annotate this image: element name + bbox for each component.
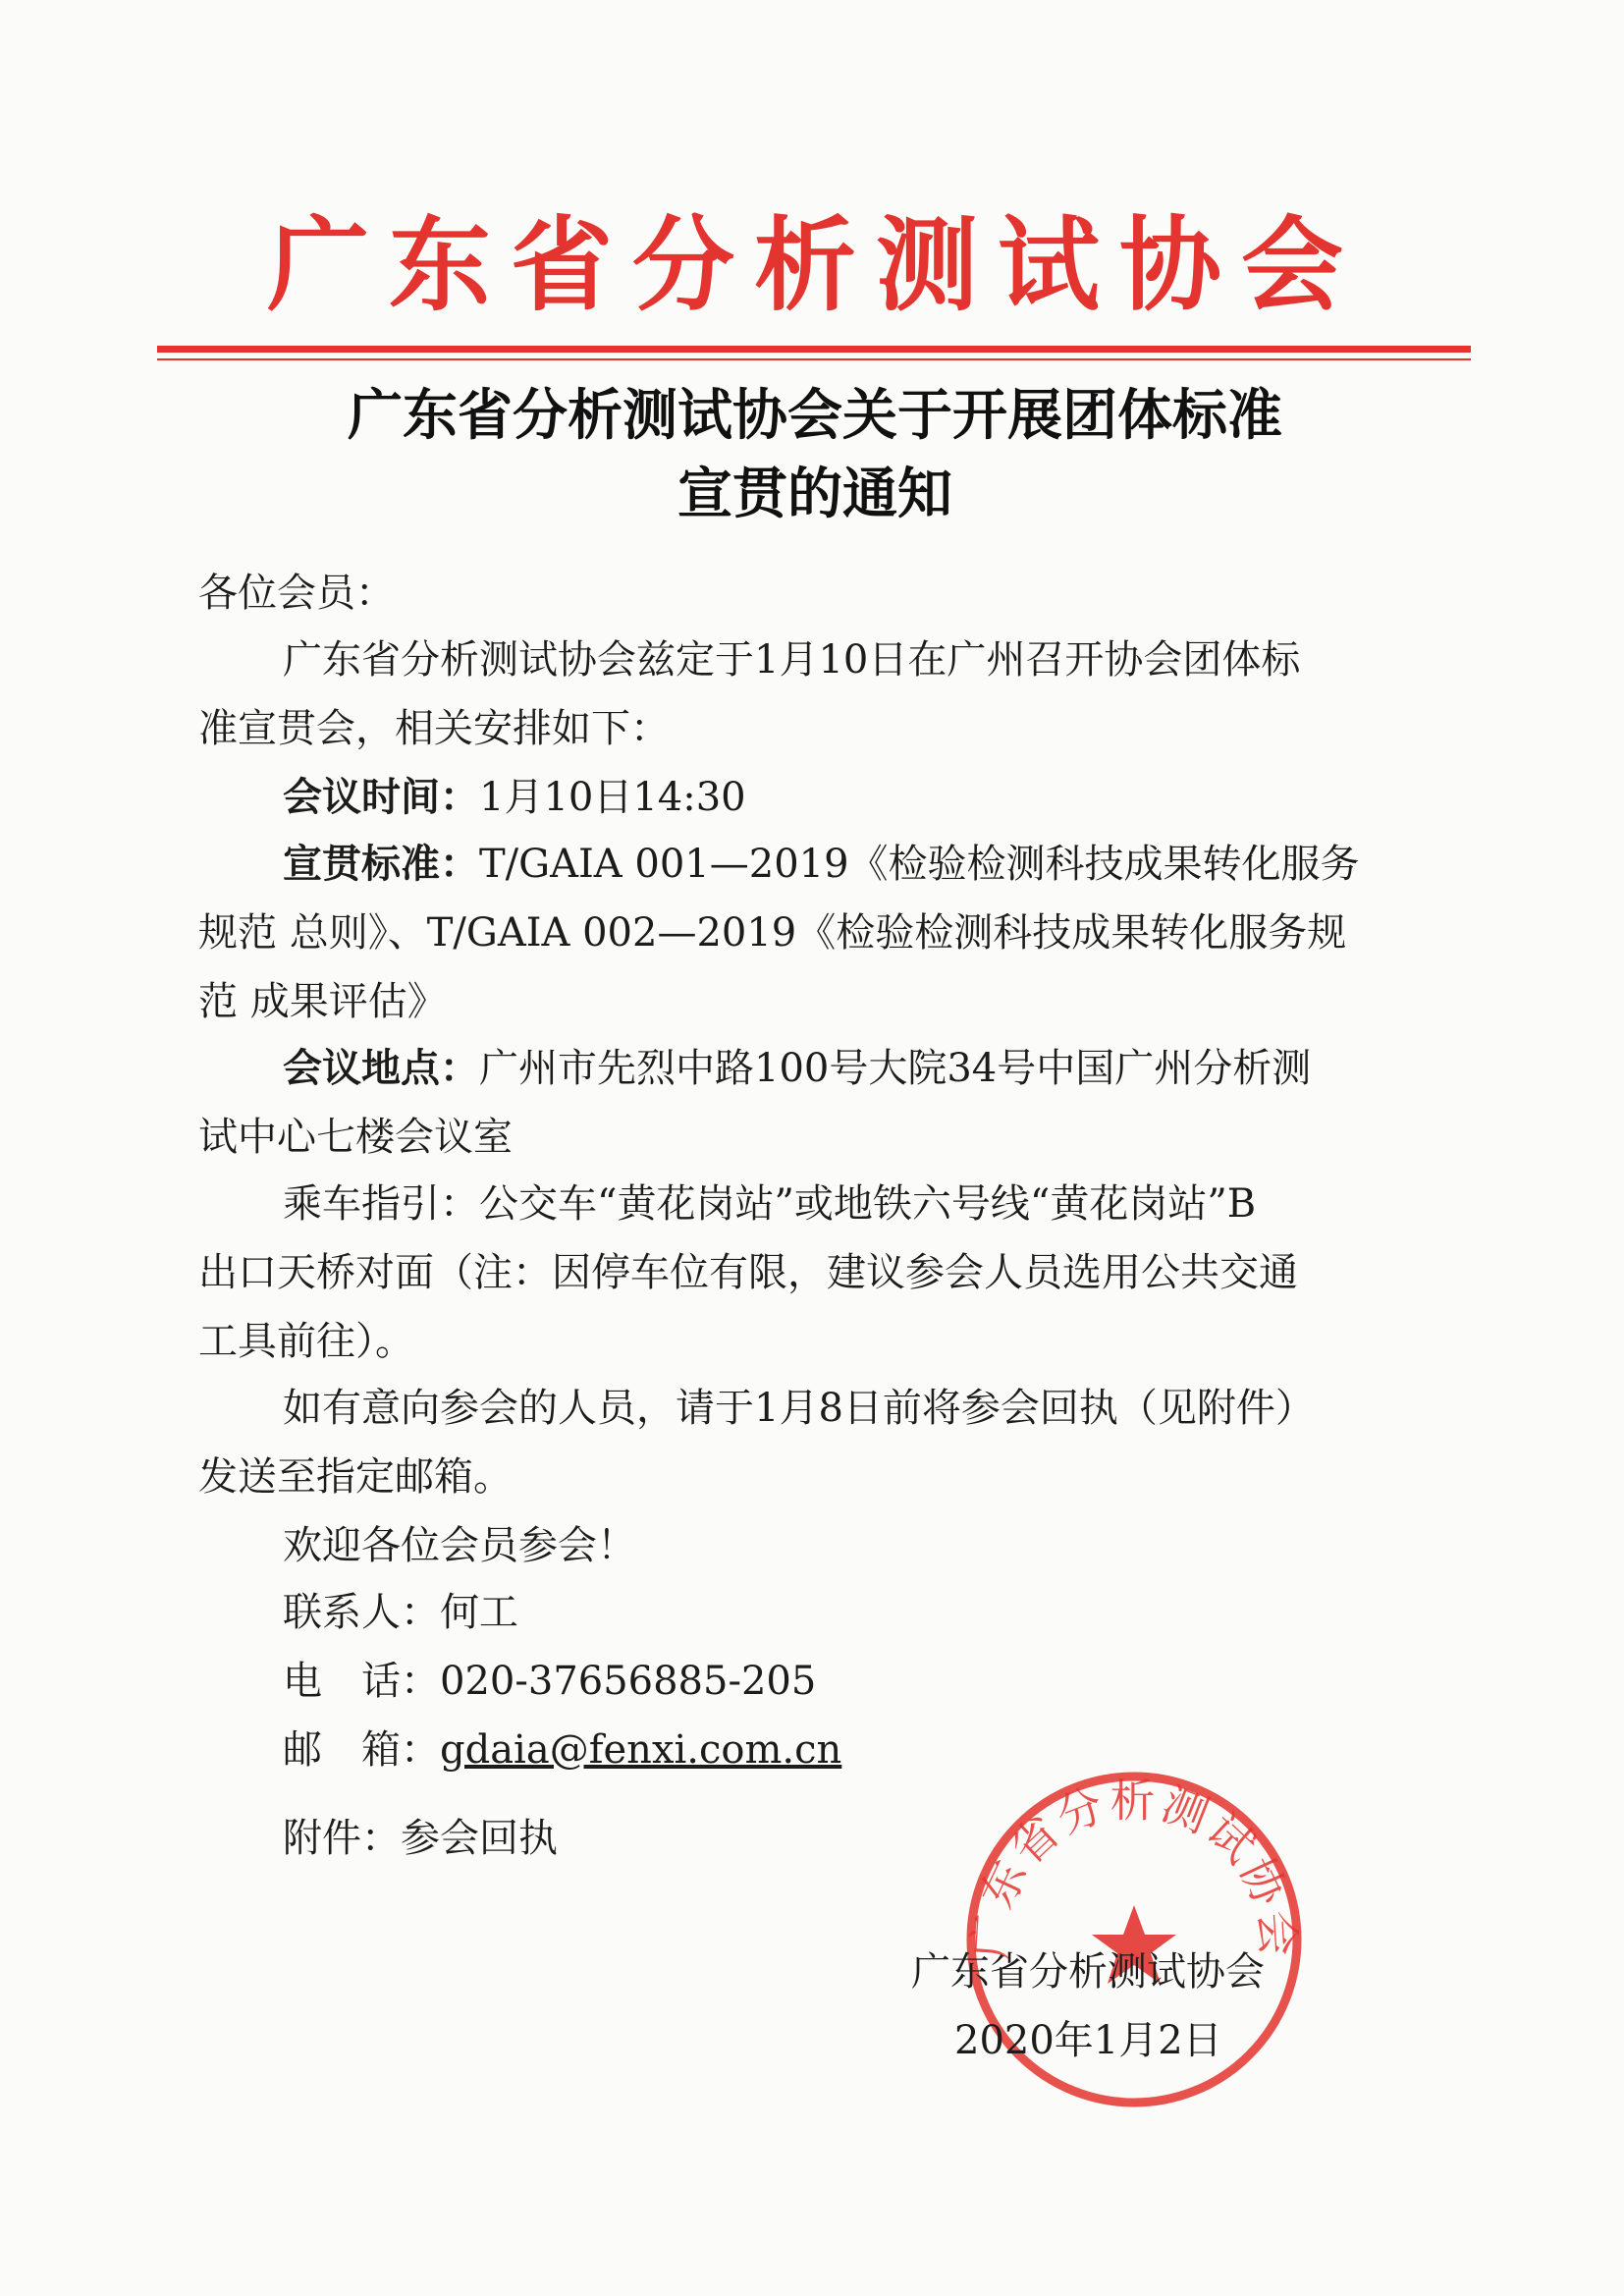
meeting-time-label: 会议时间： xyxy=(283,775,479,820)
letterhead-rule-thick xyxy=(157,346,1471,353)
standard-text-1: T/GAIA 001—2019《检验检测科技成果转化服务 xyxy=(479,842,1360,887)
contact-label: 联系人： xyxy=(283,1590,440,1635)
standard-label: 宣贯标准： xyxy=(283,842,479,887)
letterhead-org-name: 广东省分析测试协会 xyxy=(266,204,1363,325)
salutation: 各位会员： xyxy=(198,571,395,616)
meeting-time-value: 1月10日14:30 xyxy=(479,775,746,820)
intro-line-1: 广东省分析测试协会兹定于1月10日在广州召开协会团体标 xyxy=(283,637,1301,683)
meeting-place-label: 会议地点： xyxy=(283,1046,479,1091)
signature-org: 广东省分析测试协会 xyxy=(911,1949,1265,1995)
seal-text: 广东省分析测试协会 xyxy=(962,1774,1306,1961)
intro-line-2: 准宣贯会，相关安排如下： xyxy=(198,706,670,751)
phone-label: 电 话： xyxy=(283,1659,440,1704)
attachment-line: 附件：参会回执 xyxy=(283,1816,558,1861)
standard-line-1 xyxy=(283,842,1360,887)
meeting-place-text-1: 广州市先烈中路100号大院34号中国广州分析测 xyxy=(479,1046,1312,1091)
notice-title-line1: 广东省分析测试协会关于开展团体标准 xyxy=(348,384,1282,448)
standard-line-2: 规范 总则》、T/GAIA 002—2019《检验检测科技成果转化服务规 xyxy=(198,910,1347,956)
email-label: 邮 箱： xyxy=(283,1727,440,1773)
contact-phone xyxy=(283,1659,817,1704)
welcome-line: 欢迎各位会员参会！ xyxy=(283,1523,636,1568)
rsvp-line-2: 发送至指定邮箱。 xyxy=(198,1454,513,1500)
signature-date: 2020年1月2日 xyxy=(954,2018,1222,2063)
contact-person xyxy=(283,1590,518,1635)
transit-line-3: 工具前往）。 xyxy=(198,1319,414,1364)
letterhead-rule-thin xyxy=(157,358,1471,360)
meeting-time xyxy=(283,775,746,820)
transit-line-1: 乘车指引：公交车“黄花岗站”或地铁六号线“黄花岗站”B xyxy=(283,1181,1257,1227)
contact-email xyxy=(283,1727,842,1773)
meeting-place-line-1 xyxy=(283,1046,1312,1091)
standard-line-3: 范 成果评估》 xyxy=(198,979,447,1024)
phone-number: 020-37656885-205 xyxy=(440,1659,817,1704)
email-link[interactable]: gdaia@fenxi.com.cn xyxy=(440,1727,842,1773)
meeting-place-line-2: 试中心七楼会议室 xyxy=(198,1115,513,1160)
transit-line-2: 出口天桥对面（注：因停车位有限，建议参会人员选用公共交通 xyxy=(198,1250,1298,1295)
notice-title-line2: 宣贯的通知 xyxy=(677,463,952,526)
contact-name: 何工 xyxy=(440,1590,518,1635)
rsvp-line-1: 如有意向参会的人员，请于1月8日前将参会回执（见附件） xyxy=(283,1386,1315,1431)
